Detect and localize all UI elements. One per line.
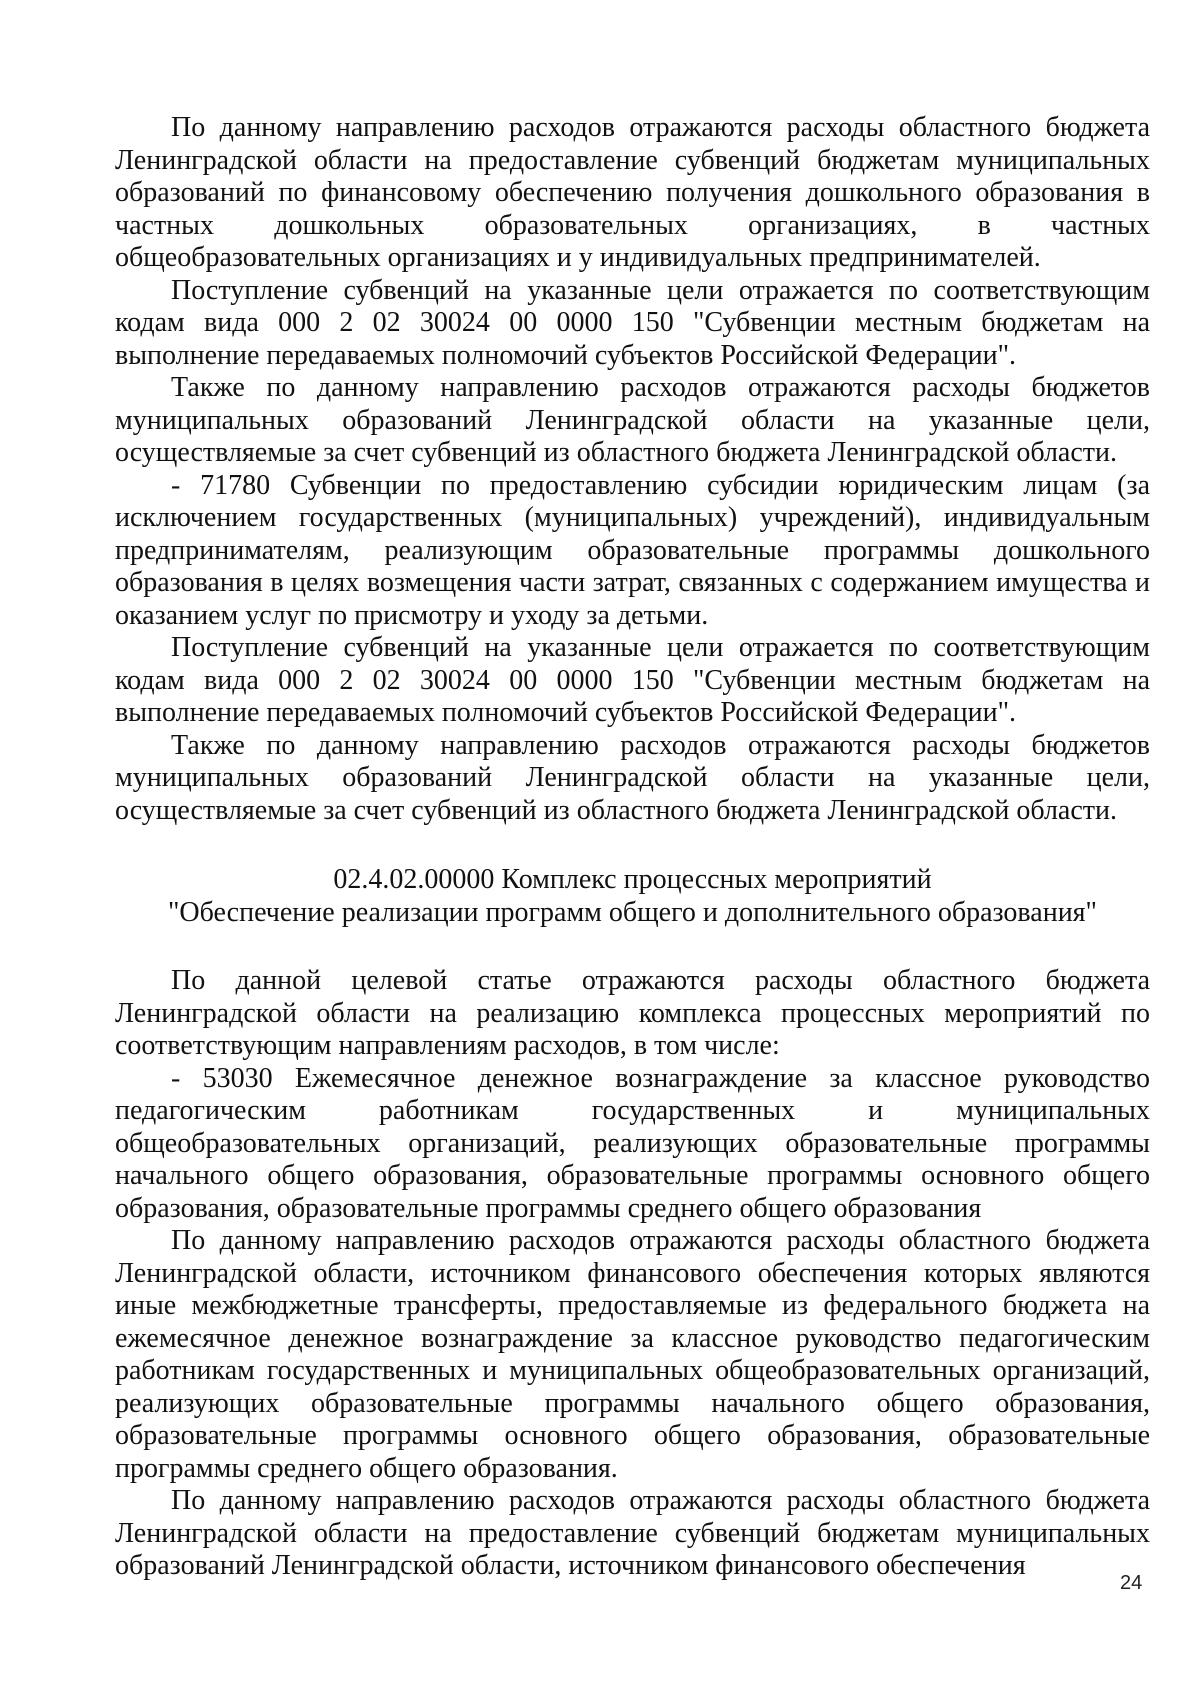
paragraph-target-article-intro: По данной целевой статье отражаются расходы областного бюджета Ленинградской области на реализацию комплекса процессных мероприятий по соответствующим направлениям расходов, в том числе:: [115, 965, 1150, 1061]
section-heading-title-line: "Обеспечение реализации программ общего и дополнительного образования": [168, 897, 1097, 928]
paragraph-subventions-receipt-codes-2: Поступление субвенций на указанные цели отражается по соответствующим кодам вида 000 2 02 30024 00 0000 150 "Субвенции местным бюджетам на выполнение передаваемых полномочий субъектов Российской Федерации".: [115, 632, 1150, 728]
paragraph-municipal-expenses: Также по данному направлению расходов отражаются расходы бюджетов муниципальных образований Ленинградской области на указанные цели, осуществляемые за счет субвенций из областного бюджета Ленинградской области.: [115, 372, 1150, 468]
page-number: 24: [1120, 1572, 1143, 1594]
paragraph-municipal-expenses-2: Также по данному направлению расходов отражаются расходы бюджетов муниципальных образований Ленинградской области на указанные цели, осуществляемые за счет субвенций из областного бюджета Ленинградской области.: [115, 729, 1150, 826]
paragraph-item-71780: - 71780 Субвенции по предоставлению субсидии юридическим лицам (за исключением государственных (муниципальных) учреждений), индивидуальным предпринимателям, реализующим образовательные программы дошкольного образования в целях возмещения части затрат, связанных с содержанием имущества и оказанием услуг по присмотру и уходу за детьми.: [115, 469, 1150, 631]
paragraph-federal-transfers: По данному направлению расходов отражаются расходы областного бюджета Ленинградской области, источником финансового обеспечения которых являются иные межбюджетные трансферты, предоставляемые из федерального бюджета на ежемесячное денежное вознаграждение за классное руководство педагогическим работникам государственных и муниципальных общеобразовательных организаций, реализующих образовательные программы начального общего образования, образовательные программы основного общего образования, образовательные программы среднего общего образования.: [115, 1225, 1150, 1484]
document-page: [115, 112, 1150, 1583]
section-heading: [115, 863, 1150, 929]
paragraph-item-53030: - 53030 Ежемесячное денежное вознаграждение за классное руководство педагогическим работникам государственных и муниципальных общеобразовательных организаций, реализующих образовательные программы начального общего образования, образовательные программы основного общего образования, образовательные программы среднего общего образования: [115, 1062, 1150, 1224]
paragraph-subventions-receipt-codes: Поступление субвенций на указанные цели отражается по соответствующим кодам вида 000 2 02 30024 00 0000 150 "Субвенции местным бюджетам на выполнение передаваемых полномочий субъектов Российской Федерации".: [115, 274, 1150, 371]
paragraph-subventions-private-preschool: По данному направлению расходов отражаются расходы областного бюджета Ленинградской области на предоставление субвенций бюджетам муниципальных образований по финансовому обеспечению получения дошкольного образования в частных дошкольных образовательных организациях, в частных общеобразовательных организациях и у индивидуальных предпринимателей.: [115, 112, 1150, 273]
section-heading-code-line: 02.4.02.00000 Комплекс процессных мероприятий: [333, 864, 932, 895]
paragraph-subventions-municipal: По данному направлению расходов отражаются расходы областного бюджета Ленинградской области на предоставление субвенций бюджетам муниципальных образований Ленинградской области, источником финансового обеспечения: [115, 1485, 1150, 1581]
